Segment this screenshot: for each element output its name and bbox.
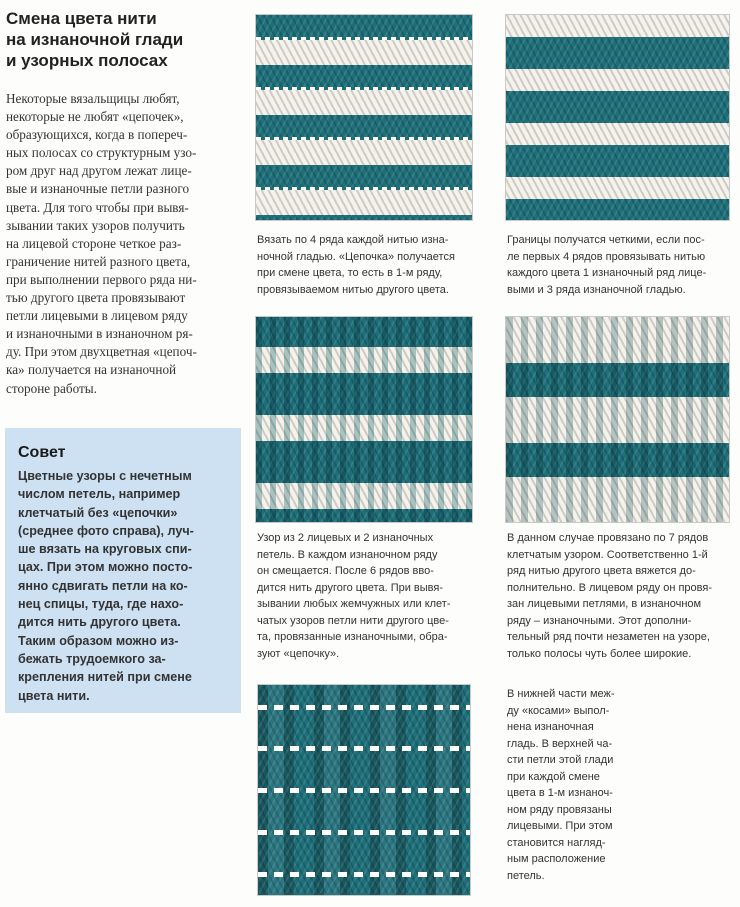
swatch-4-caption: В данном случае провязано по 7 рядов клетчатым узором. Соответственно 1-й ряд нитью другого цвета вяжется до- полнительно. В лицевом ряду он провя- зан лицевыми петлями, в изнаночном ряду – изнаночными. Этот дополни- тельный ряд почти незаметен на узоре, только полосы чуть более широкие.	[507, 532, 713, 660]
swatch-5-caption: В нижней части меж- ду «косами» выпол- нена изнаночная гладь. В верхней ча- сти петли этой глади при каждой смене цвета в 1-м изнаноч- ном ряду провязаны лицевыми. При этом становится нагляд- ным расположение петель.	[507, 688, 615, 882]
tip-title: Совет	[18, 444, 66, 461]
knit-swatch-photo-1	[255, 14, 473, 221]
knit-swatch-photo-5	[257, 684, 471, 896]
tip-text: Цветные узоры с нечетным числом петель, например клетчатый без «цепочки» (среднее фото справа), луч- ше вязать на круговых спи- цах. При этом можно посто- янно сдвигать петли на ко- нец спицы, туда, где нахо- дится нить другого цвета. Таким образом можно из- бежать трудоемкого за- крепления нитей при смене цвета нити.	[18, 469, 194, 703]
swatch-3-caption: Узор из 2 лицевых и 2 изнаночных петель. В каждом изнаночном ряду он смещается. После 6 рядов вво- дится нить другого цвета. При вывя- зывании любых жемчужных или клет- чатых узоров петли нити другого цве- та, провязанные изнаночными, обра- зуют «цепочку».	[257, 532, 451, 660]
swatch-2-caption: Границы получатся четкими, если пос- ле первых 4 рядов провязывать нитью каждого цвета 1 изнаночный ряд лице- выми и 3 ряда изнаночной гладью.	[507, 234, 707, 296]
knit-swatch-photo-3	[255, 316, 473, 523]
tip-box	[5, 428, 241, 713]
knit-swatch-photo-2	[505, 14, 730, 221]
swatch-1-caption: Вязать по 4 ряда каждой нитью изна- ночной гладью. «Цепочка» получается при смене цвета, то есть в 1-м ряду, провязываемом нитью другого цвета.	[257, 234, 455, 296]
intro-paragraph: Некоторые вязальщицы любят, некоторые не любят «цепочек», образующихся, когда в попереч- ных полосах со структурным узо- ром друг над другом лежат лице- вые и изнаночные петли разного цвета. Для того чтобы при вывя- зывании таких узоров получить на лицевой стороне четкое раз- граничение нитей разного цвета, при выполнении первого ряда ни- тью другого цвета провязывают петли лицевыми в лицевом ряду и изнаночными в изнаночном ря- ду. При этом двухцветная «цепоч- ка» получается на изнаночной стороне работы.	[6, 91, 197, 396]
page-title: Смена цвета нити на изнаночной глади и узорных полосах	[6, 9, 184, 70]
knit-swatch-photo-4	[505, 316, 730, 523]
